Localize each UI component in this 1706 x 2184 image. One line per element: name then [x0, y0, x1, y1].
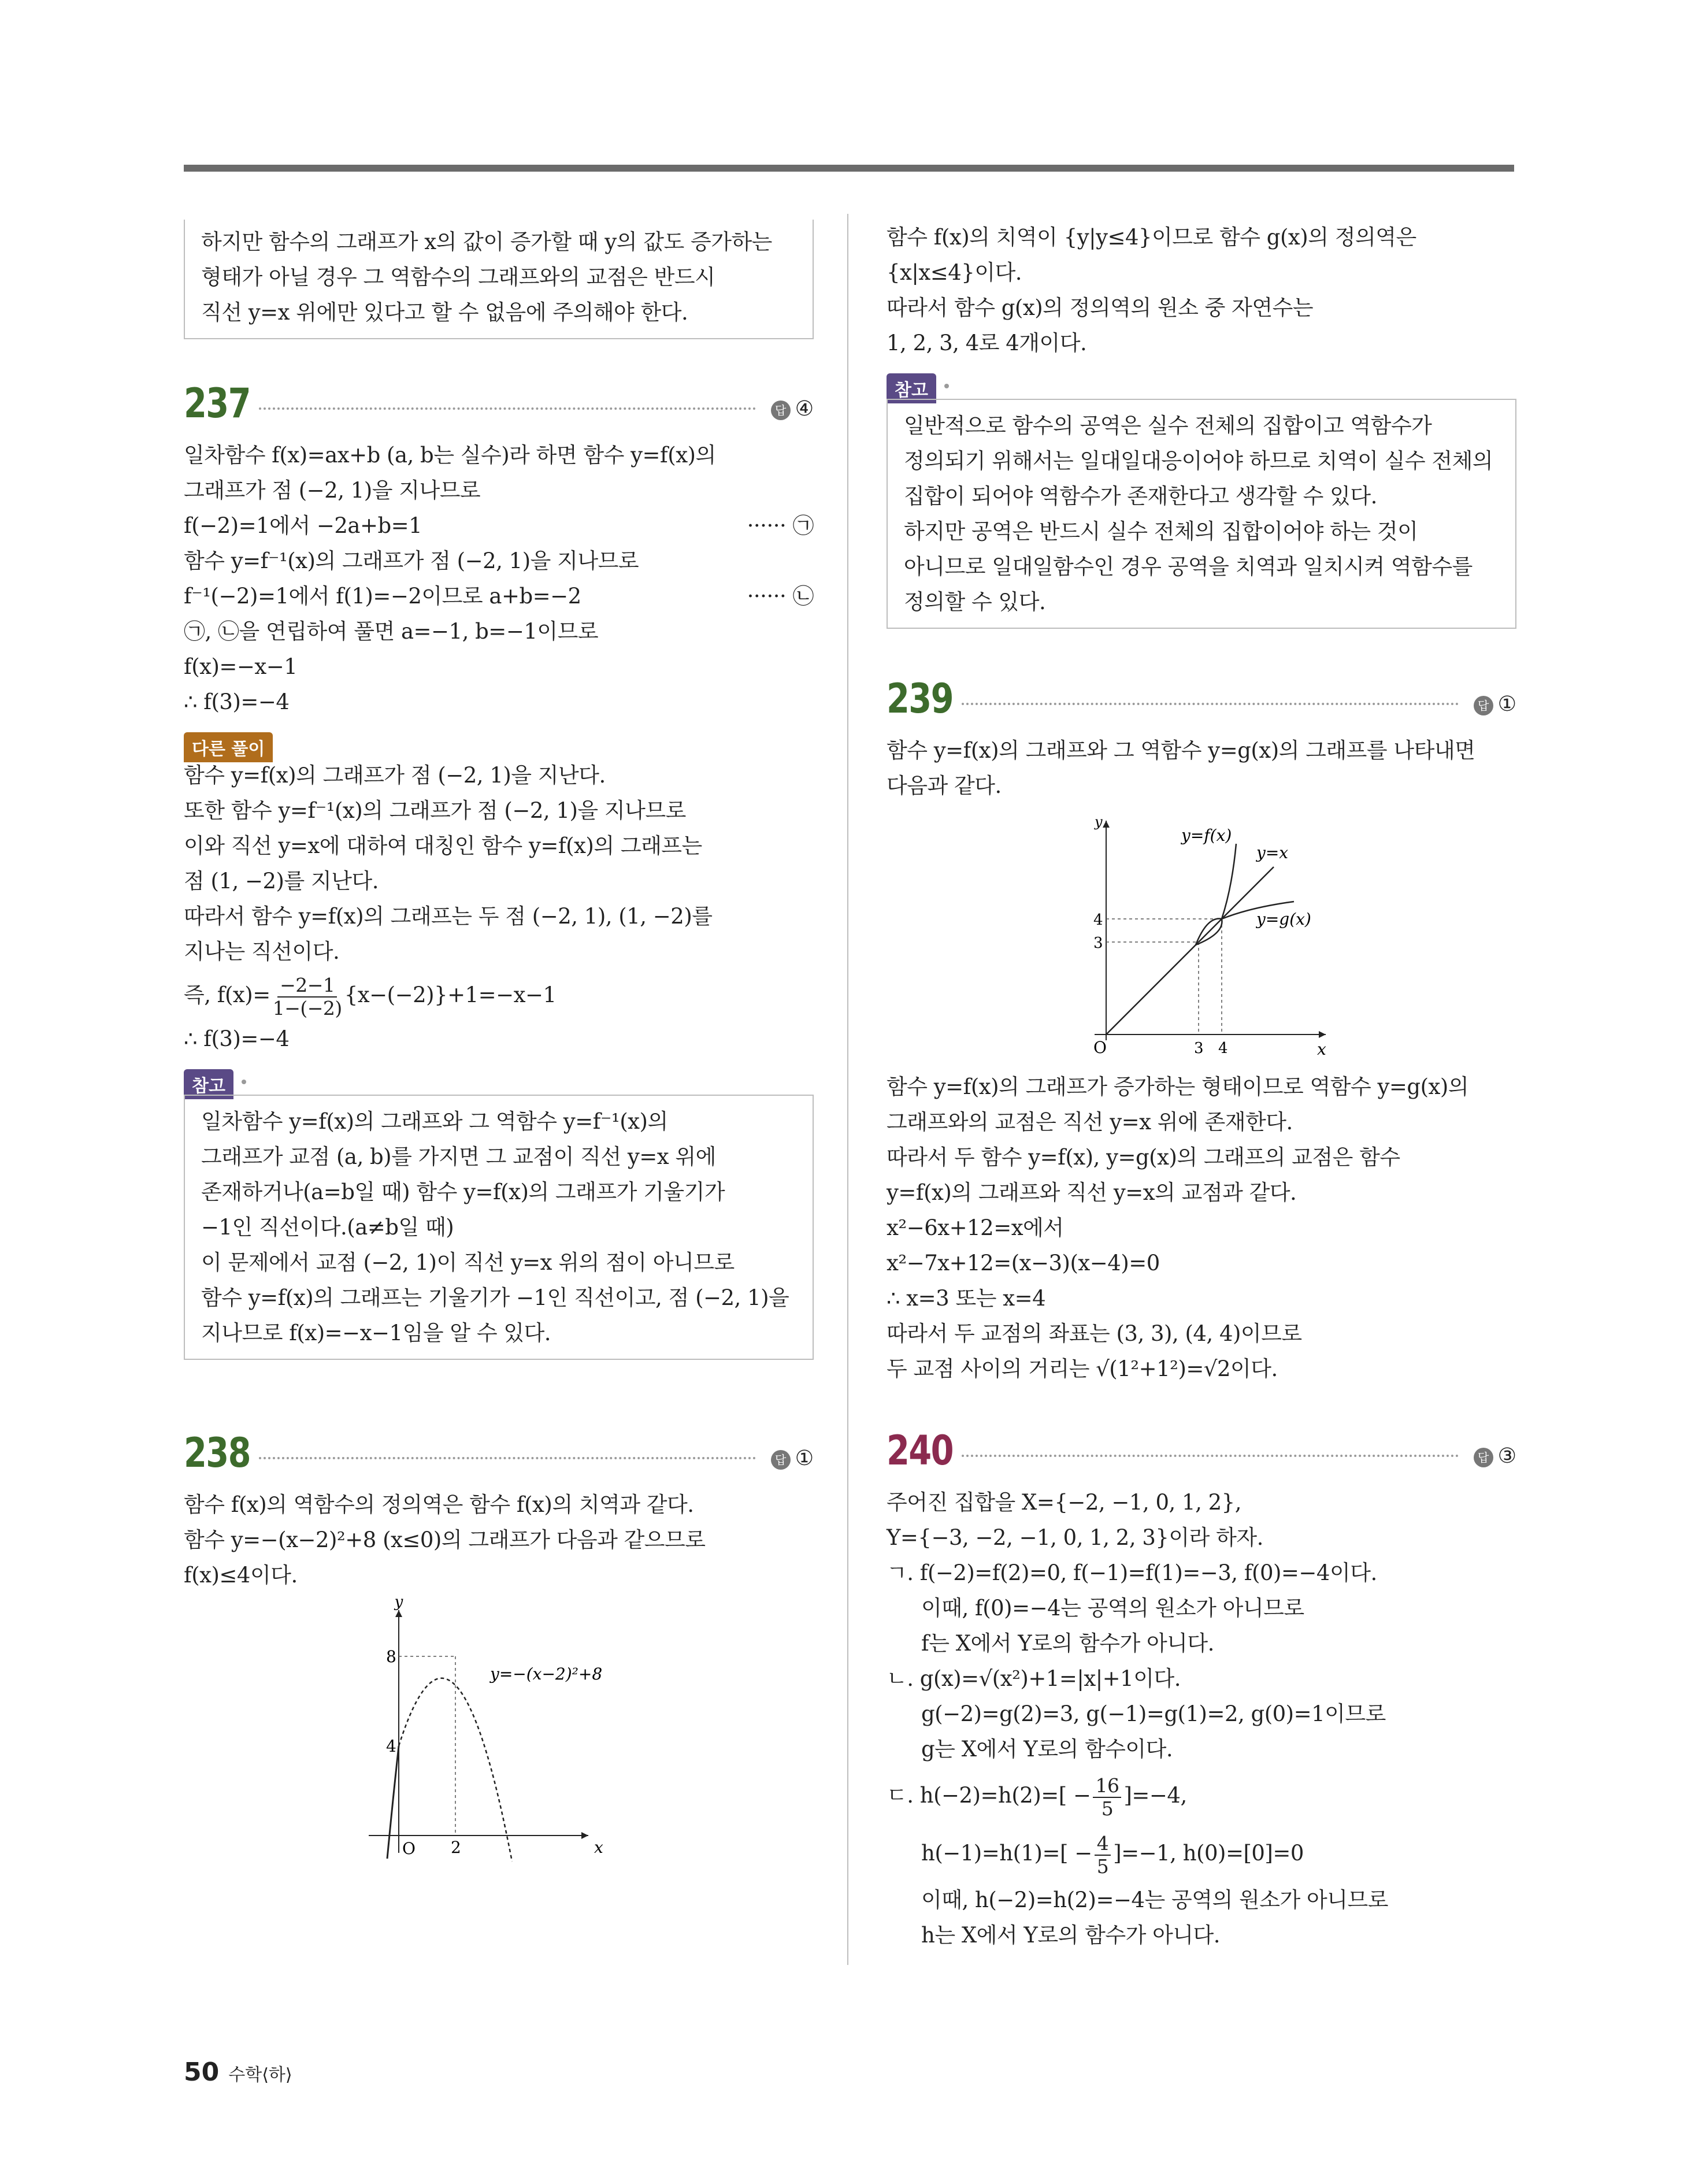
- parabola-dashed: [399, 1678, 512, 1862]
- denominator: 5: [1096, 1855, 1109, 1878]
- answer-value: ①: [1497, 692, 1516, 716]
- text-line: Y={−3, −2, −1, 0, 1, 2, 3}이라 하자.: [887, 1525, 1263, 1550]
- curve-label: y=−(x−2)²+8: [490, 1664, 603, 1684]
- problem-238-header: [184, 1423, 814, 1487]
- text-line: 함수 y=−(x−2)²+8 (x≤0)의 그래프가 다음과 같으므로: [184, 1527, 706, 1552]
- dotted-leader: [259, 407, 756, 410]
- page-number: 50: [184, 2057, 220, 2087]
- y-axis-arrow: [395, 1610, 402, 1617]
- equation: f⁻¹(−2)=1에서 f(1)=−2이므로 a+b=−2: [184, 584, 581, 609]
- h-suffix: =−4,: [1132, 1783, 1187, 1808]
- text-line: 함수 y=f(x)의 그래프와 그 역함수 y=g(x)의 그래프를 나타내면: [887, 738, 1475, 763]
- text-line: 그래프와의 교점은 직선 y=x 위에 존재한다.: [887, 1110, 1293, 1134]
- fraction-equation: [184, 969, 814, 1021]
- note-tag-row: [184, 1069, 814, 1095]
- text-line: 지나는 직선이다.: [184, 939, 340, 964]
- problem-238-solution: [184, 1487, 814, 1864]
- text-line: h는 X에서 Y로의 함수가 아니다.: [921, 1923, 1221, 1948]
- problem-number: 239: [887, 675, 953, 722]
- h-suffix: =−1, h(0)=[0]=0: [1121, 1841, 1304, 1866]
- bracket-close: ]: [1113, 1841, 1122, 1866]
- tick-4: 4: [386, 1737, 396, 1756]
- note-line: 존재하거나(a=b일 때) 함수 y=f(x)의 그래프가 기울기가: [201, 1180, 725, 1204]
- note-line: 이 문제에서 교점 (−2, 1)이 직선 y=x 위의 점이 아니므로: [201, 1250, 735, 1275]
- x-label: x: [1317, 1040, 1326, 1059]
- problem-240-solution: [887, 1485, 1516, 1953]
- answer-value: ①: [795, 1447, 814, 1470]
- note-line: 직선 y=x 위에만 있다고 할 수 없음에 주의해야 한다.: [201, 300, 688, 325]
- bracket-open: [ −: [1058, 1783, 1091, 1808]
- origin-label: O: [402, 1839, 416, 1858]
- column-divider: [847, 214, 848, 1965]
- text-line: 함수 f(x)의 역함수의 정의역은 함수 f(x)의 치역과 같다.: [184, 1492, 694, 1517]
- problem-237-solution: [184, 437, 814, 1360]
- answer-badge: 답: [771, 1450, 791, 1470]
- text-line: 다음과 같다.: [887, 773, 1002, 798]
- equation-row: [184, 579, 814, 614]
- note-box: [887, 399, 1516, 629]
- problem-number: 237: [184, 380, 250, 427]
- note-line: 하지만 공역은 반드시 실수 전체의 집합이어야 하는 것이: [904, 519, 1418, 544]
- text-line: 그래프가 점 (−2, 1)을 지나므로: [184, 478, 481, 503]
- text-line: {x|x≤4}이다.: [887, 260, 1022, 285]
- curve-f: [1196, 844, 1236, 945]
- numerator: 16: [1093, 1775, 1121, 1798]
- text-line: 함수 y=f(x)의 그래프가 증가하는 형태이므로 역함수 y=g(x)의: [887, 1074, 1469, 1099]
- answer: [1474, 1444, 1516, 1468]
- page-footer: [184, 2057, 292, 2087]
- text-line: 또한 함수 y=f⁻¹(x)의 그래프가 점 (−2, 1)을 지나므로: [184, 798, 686, 823]
- left-column: [184, 220, 814, 1870]
- dotted-leader: [259, 1457, 756, 1459]
- h-equation-2: [887, 1825, 1516, 1882]
- fraction-suffix: {x−(−2)}+1=−x−1: [344, 982, 557, 1007]
- answer: [771, 1447, 814, 1470]
- numerator: 4: [1095, 1833, 1111, 1856]
- tick-3-x: 3: [1194, 1040, 1204, 1057]
- bracket-open: [ −: [1060, 1841, 1092, 1866]
- text-line: 이때, h(−2)=h(2)=−4는 공역의 원소가 아니므로: [921, 1888, 1388, 1912]
- problem-239-solution: [887, 733, 1516, 1386]
- text-line: 점 (1, −2)를 지난다.: [184, 869, 379, 893]
- note-line: −1인 직선이다.(a≠b일 때): [201, 1215, 454, 1240]
- equation-row: [184, 508, 814, 543]
- x-label: x: [594, 1838, 603, 1857]
- problem-240-header: [887, 1421, 1516, 1485]
- note-line: 일차함수 y=f(x)의 그래프와 그 역함수 y=f⁻¹(x)의: [201, 1109, 668, 1134]
- note-line: 정의할 수 있다.: [904, 589, 1046, 614]
- note-line: 지나므로 f(x)=−x−1임을 알 수 있다.: [201, 1321, 551, 1345]
- text-line: 따라서 함수 y=f(x)의 그래프는 두 점 (−2, 1), (1, −2)를: [184, 904, 713, 929]
- text-line: ∴ f(3)=−4: [184, 689, 290, 714]
- note-line: 일반적으로 함수의 공역은 실수 전체의 집합이고 역함수가: [904, 413, 1432, 438]
- tag-dot: [242, 1080, 246, 1084]
- text-line: f(x)=−x−1: [184, 654, 298, 679]
- text-line: 함수 y=f(x)의 그래프가 점 (−2, 1)을 지난다.: [184, 763, 606, 788]
- inverse-function-graph: [1083, 809, 1337, 1063]
- note-line: 형태가 아닐 경우 그 역함수의 그래프와의 교점은 반드시: [201, 265, 715, 290]
- text-line: 이때, f(0)=−4는 공역의 원소가 아니므로: [921, 1596, 1304, 1621]
- text-line: y=f(x)의 그래프와 직선 y=x의 교점과 같다.: [887, 1180, 1297, 1205]
- text-line: 이와 직선 y=x에 대하여 대칭인 함수 y=f(x)의 그래프는: [184, 833, 702, 858]
- answer: [771, 397, 814, 421]
- text-line: 1, 2, 3, 4로 4개이다.: [887, 331, 1087, 355]
- text-line: ∴ x=3 또는 x=4: [887, 1286, 1046, 1311]
- note-tag: 참고: [887, 373, 936, 403]
- note-tag: 참고: [184, 1069, 233, 1099]
- continued-note-box: [184, 220, 814, 339]
- continued-solution: [887, 220, 1516, 361]
- answer-value: ③: [1497, 1444, 1516, 1468]
- y-label: y: [394, 1593, 403, 1611]
- top-rule: [184, 165, 1514, 172]
- h-prefix: h(−1)=h(1)=: [921, 1841, 1060, 1866]
- tick-8: 8: [386, 1647, 396, 1666]
- note-line: 그래프가 교점 (a, b)를 가지면 그 교점이 직선 y=x 위에: [201, 1144, 716, 1169]
- fraction: [1093, 1775, 1121, 1820]
- denominator: 1−(−2): [272, 996, 342, 1019]
- right-column: [887, 220, 1516, 1953]
- book-title: 수학⟨하⟩: [228, 2065, 292, 2085]
- equation-mark: ······ ㉠: [747, 513, 814, 538]
- f-label: y=f(x): [1181, 826, 1232, 845]
- text-line: 따라서 함수 g(x)의 정의역의 원소 중 자연수는: [887, 295, 1314, 320]
- text-line: 주어진 집합을 X={−2, −1, 0, 1, 2},: [887, 1490, 1241, 1515]
- note-line: 집합이 되어야 역함수가 존재한다고 생각할 수 있다.: [904, 484, 1377, 509]
- note-line: 아니므로 일대일함수인 경우 공역을 치역과 일치시켜 역함수를: [904, 554, 1473, 579]
- yx-label: y=x: [1256, 843, 1289, 862]
- text-line: ∴ f(3)=−4: [184, 1026, 290, 1051]
- problem-number: 240: [887, 1427, 953, 1474]
- denominator: 5: [1101, 1797, 1114, 1820]
- answer-value: ④: [795, 397, 814, 421]
- text-line: g(−2)=g(2)=3, g(−1)=g(1)=2, g(0)=1이므로: [921, 1701, 1386, 1726]
- dotted-leader: [962, 1455, 1459, 1457]
- answer: [1474, 692, 1516, 716]
- bracket-close: ]: [1123, 1783, 1132, 1808]
- text-line: ㄴ. g(x)=√(x²)+1=|x|+1이다.: [887, 1666, 1181, 1691]
- g-label: y=g(x): [1256, 910, 1311, 929]
- line-y-equals-x: [1106, 867, 1274, 1034]
- text-line: f는 X에서 Y로의 함수가 아니다.: [921, 1631, 1214, 1656]
- answer-badge: 답: [1474, 1448, 1493, 1467]
- equation-mark: ······ ㉡: [747, 584, 814, 609]
- text-line: ㉠, ㉡을 연립하여 풀면 a=−1, b=−1이므로: [184, 619, 599, 644]
- tick-3: 3: [1093, 935, 1103, 952]
- parabola-graph: [357, 1593, 603, 1864]
- note-line: 정의되기 위해서는 일대일대응이어야 하므로 치역이 실수 전체의: [904, 448, 1493, 473]
- alt-solution-tag-row: [184, 732, 814, 758]
- origin-label: O: [1093, 1038, 1107, 1057]
- y-axis-arrow: [1103, 821, 1110, 828]
- problem-239-header: [887, 669, 1516, 733]
- text-line: g는 X에서 Y로의 함수이다.: [921, 1737, 1173, 1762]
- text-line: x²−6x+12=x에서: [887, 1215, 1064, 1240]
- text-line: 따라서 두 교점의 좌표는 (3, 3), (4, 4)이므로: [887, 1321, 1302, 1346]
- alt-solution-tag: 다른 풀이: [184, 732, 273, 762]
- note-line: 함수 y=f(x)의 그래프는 기울기가 −1인 직선이고, 점 (−2, 1)을: [201, 1285, 789, 1310]
- x-axis-arrow: [581, 1832, 588, 1839]
- fraction: [273, 974, 342, 1019]
- fraction: [1095, 1833, 1111, 1878]
- fraction-prefix: 즉, f(x)=: [184, 982, 270, 1007]
- text-line: f(x)≤4이다.: [184, 1563, 298, 1588]
- parabola-solid: [387, 1746, 399, 1859]
- text-line: 따라서 두 함수 y=f(x), y=g(x)의 그래프의 교점은 함수: [887, 1145, 1400, 1170]
- x-axis-arrow: [1319, 1031, 1326, 1038]
- note-tag-row: [887, 373, 1516, 399]
- dotted-leader: [962, 703, 1459, 705]
- equation: f(−2)=1에서 −2a+b=1: [184, 513, 422, 538]
- text-line: 두 교점 사이의 거리는 √(1²+1²)=√2이다.: [887, 1356, 1278, 1381]
- tag-dot: [944, 384, 949, 388]
- text-line: x²−7x+12=(x−3)(x−4)=0: [887, 1251, 1160, 1275]
- text-line: ㄱ. f(−2)=f(2)=0, f(−1)=f(1)=−3, f(0)=−4이다.: [887, 1560, 1377, 1585]
- note-line: 하지만 함수의 그래프가 x의 값이 증가할 때 y의 값도 증가하는: [201, 229, 772, 254]
- note-box: [184, 1095, 814, 1360]
- problem-237-header: [184, 374, 814, 437]
- text-line: 일차함수 f(x)=ax+b (a, b는 실수)라 하면 함수 y=f(x)의: [184, 443, 716, 468]
- tick-4-x: 4: [1218, 1040, 1228, 1057]
- h-prefix: ㄷ. h(−2)=h(2)=: [887, 1783, 1059, 1808]
- tick-2: 2: [451, 1838, 461, 1857]
- text-line: 함수 y=f⁻¹(x)의 그래프가 점 (−2, 1)을 지나므로: [184, 548, 639, 573]
- y-label: y: [1095, 814, 1103, 830]
- text-line: 함수 f(x)의 치역이 {y|y≤4}이므로 함수 g(x)의 정의역은: [887, 225, 1416, 250]
- numerator: −2−1: [277, 974, 337, 998]
- h-equation-1: [887, 1767, 1516, 1825]
- problem-number: 238: [184, 1429, 250, 1477]
- tick-4: 4: [1093, 911, 1103, 929]
- answer-badge: 답: [1474, 696, 1493, 715]
- answer-badge: 답: [771, 401, 791, 420]
